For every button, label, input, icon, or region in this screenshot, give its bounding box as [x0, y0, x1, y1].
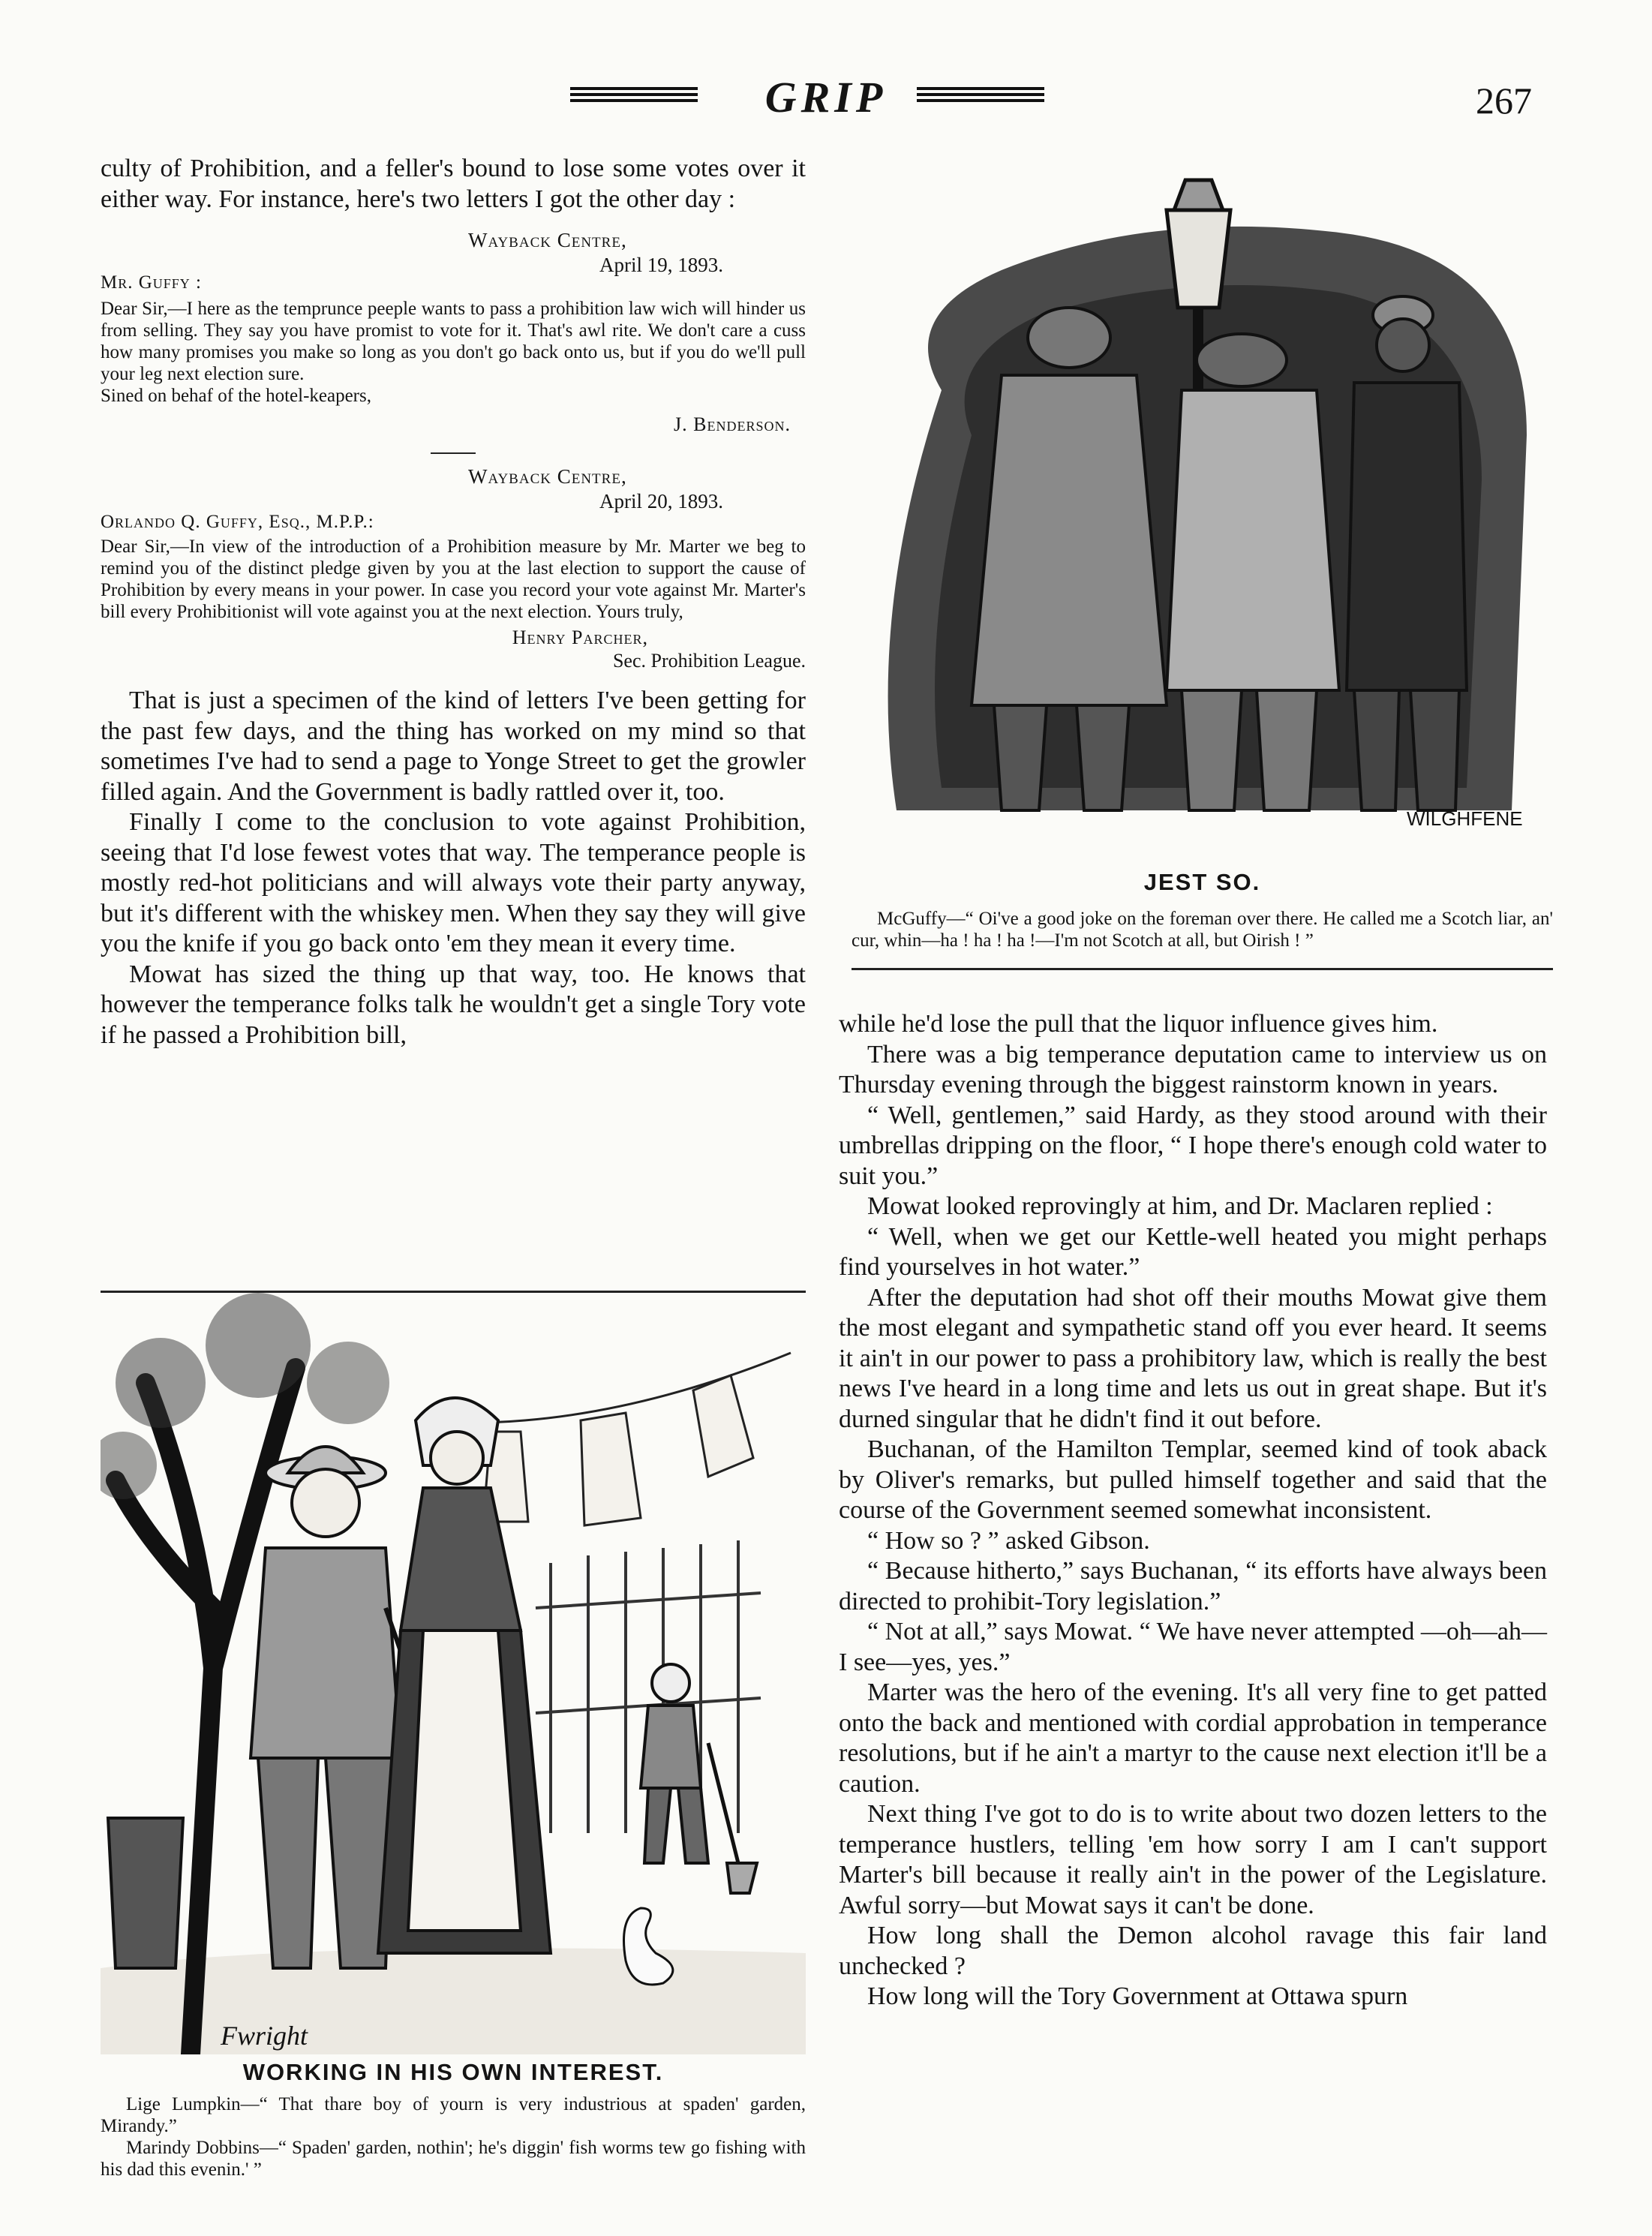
left-paragraphs [101, 686, 806, 1050]
illustration-left-caption-title: WORKING IN HIS OWN INTEREST. [242, 2059, 664, 2085]
left-paragraph-3: Mowat has sized the thing up that way, too. He knows that however the temperance folks talk he wouldn't get a single Tory vote if he passed a Prohibition bill, [101, 960, 806, 1049]
right-paragraph-10: “ Not at all,” says Mowat. “ We have never attempted —oh—ah—I see—yes, yes.” [839, 1618, 1547, 1676]
right-paragraph-1: while he'd lose the pull that the liquor influence gives him. [839, 1010, 1438, 1038]
letter-2-place: Wayback Centre, [468, 465, 627, 488]
letter-2-title: Sec. Prohibition League. [612, 650, 806, 672]
letter-1-place: Wayback Centre, [468, 229, 627, 251]
right-column [839, 1009, 1547, 2012]
letter-separator [431, 452, 476, 454]
page-header [0, 75, 1652, 120]
letter-2 [101, 464, 806, 672]
right-paragraph-12: Next thing I've got to do is to write about two dozen letters to the temperance hustlers, telling 'em how sorry I am I can't support Marter's bill because it really ain't in the power of the Legislature. Awful sorry—but Mowat says it can't be done. [839, 1800, 1547, 1919]
farm-scene-drawing [101, 1293, 806, 2054]
letter-1-salutation: Mr. Guffy : [101, 272, 203, 293]
street-scene-drawing [852, 165, 1553, 840]
illustration-right-caption-title: JEST SO. [1143, 869, 1261, 895]
right-paragraph-9: “ Because hitherto,” says Buchanan, “ its efforts have always been directed to prohibit-Tory legislation.” [839, 1557, 1547, 1615]
letter-1-signature: J. Benderson. [674, 413, 791, 435]
letter-1-body: Dear Sir,—I here as the temprunce peeple wants to pass a prohibition law wich will hinder us from selling. They say you have promist to vote for it. That's awl rite. We don't care a cuss how many promises you make so long as you don't go back onto us, but if you do we'll pull your leg next election sure. [101, 299, 806, 384]
illustration-right-caption-text: McGuffy—“ Oi've a good joke on the foreman over there. He called me a Scotch liar, an' cur, whin—ha ! ha ! ha !—I'm not Scotch at all, but Oirish ! ” [852, 909, 1553, 951]
masthead-title: GRIP [764, 73, 888, 122]
illustration-jest-so [852, 165, 1553, 970]
masthead-rule-right [917, 87, 1044, 108]
illustration-right-signature: WILGHFENE [1407, 807, 1523, 830]
left-paragraph-2: Finally I come to the conclusion to vote against Prohibition, seeing that I'd lose fewest votes that way. The temperance people is mostly red-hot politicians and will always vote their party anyway, but it's different with the whiskey men. When they say they will give you the knife if you go back onto 'em they mean it every time. [101, 808, 806, 957]
letter-1 [101, 228, 806, 436]
right-paragraph-7: Buchanan, of the Hamilton Templar, seemed kind of took aback by Oliver's remarks, but pulled himself together and said that the course of the Government seemed somewhat inconsistent. [839, 1435, 1547, 1524]
left-paragraph-1: That is just a specimen of the kind of letters I've been getting for the past few days, and the thing has worked on my mind so that sometimes I've had to send a page to Yonge Street to get the growler filled again. And the Government is badly rattled over it, too. [101, 687, 806, 806]
right-paragraph-13: How long shall the Demon alcohol ravage this fair land unchecked ? [839, 1922, 1547, 1980]
right-paragraph-2: There was a big temperance deputation came to interview us on Thursday evening through the biggest rainstorm known in years. [839, 1040, 1547, 1098]
right-paragraph-3: “ Well, gentlemen,” said Hardy, as they stood around with their umbrellas dripping on the floor, “ I hope there's enough cold water to suit you.” [839, 1101, 1547, 1190]
letter-2-date: April 20, 1893. [599, 490, 723, 512]
right-paragraph-4: Mowat looked reprovingly at him, and Dr. Maclaren replied : [867, 1192, 1493, 1220]
letter-2-salutation: Orlando Q. Guffy, Esq., M.P.P.: [101, 512, 374, 532]
right-paragraph-5: “ Well, when we get our Kettle-well heated you might perhaps find yourselves in hot water.” [839, 1222, 1547, 1281]
illustration-right-bottom-rule [852, 968, 1553, 970]
right-paragraph-8: “ How so ? ” asked Gibson. [867, 1526, 1150, 1555]
illustration-left-caption-line-1: Lige Lumpkin—“ That thare boy of yourn is very industrious at spaden' garden, Mirandy.” [101, 2094, 806, 2136]
right-paragraph-11: Marter was the hero of the evening. It's all very fine to get patted onto the back and mentioned with cordial approbation in temperance resolutions, but if he ain't a martyr to the cause next election it'll be a caution. [839, 1679, 1547, 1798]
intro-paragraph: culty of Prohibition, and a feller's bound to lose some votes over it either way. For instance, here's two letters I got the other day : [101, 155, 806, 213]
illustration-working-in-his-own-interest [101, 1291, 806, 2180]
right-paragraph-14: How long will the Tory Government at Ottawa spurn [867, 1982, 1408, 2010]
letter-2-signature: Henry Parcher, [512, 627, 648, 648]
right-paragraph-6: After the deputation had shot off their mouths Mowat give them the most elegant and sympathetic stand off you ever heard. It seems it ain't in our power to pass a prohibitory law, which is really the best news I've heard in a long time and lets us out in great shape. But it's durned singular that he didn't find it out before. [839, 1283, 1547, 1433]
letter-2-body: Dear Sir,—In view of the introduction of a Prohibition measure by Mr. Marter we beg to remind you of the distinct pledge given by you at the last election to support the cause of Prohibition by every means in your power. In case you record your vote against Mr. Marter's bill every Prohibitionist will vote against you at the next election. Yours truly, [101, 536, 806, 622]
illustration-left-signature: Fwright [221, 2021, 308, 2051]
illustration-left-caption-line-2: Marindy Dobbins—“ Spaden' garden, nothin'; he's diggin' fish worms tew go fishing with his dad this evenin.' ” [101, 2138, 806, 2180]
left-column [101, 154, 806, 1050]
letter-1-date: April 19, 1893. [599, 254, 723, 276]
page-number: 267 [1476, 80, 1532, 122]
letter-1-closing: Sined on behaf of the hotel-keapers, [101, 386, 371, 406]
